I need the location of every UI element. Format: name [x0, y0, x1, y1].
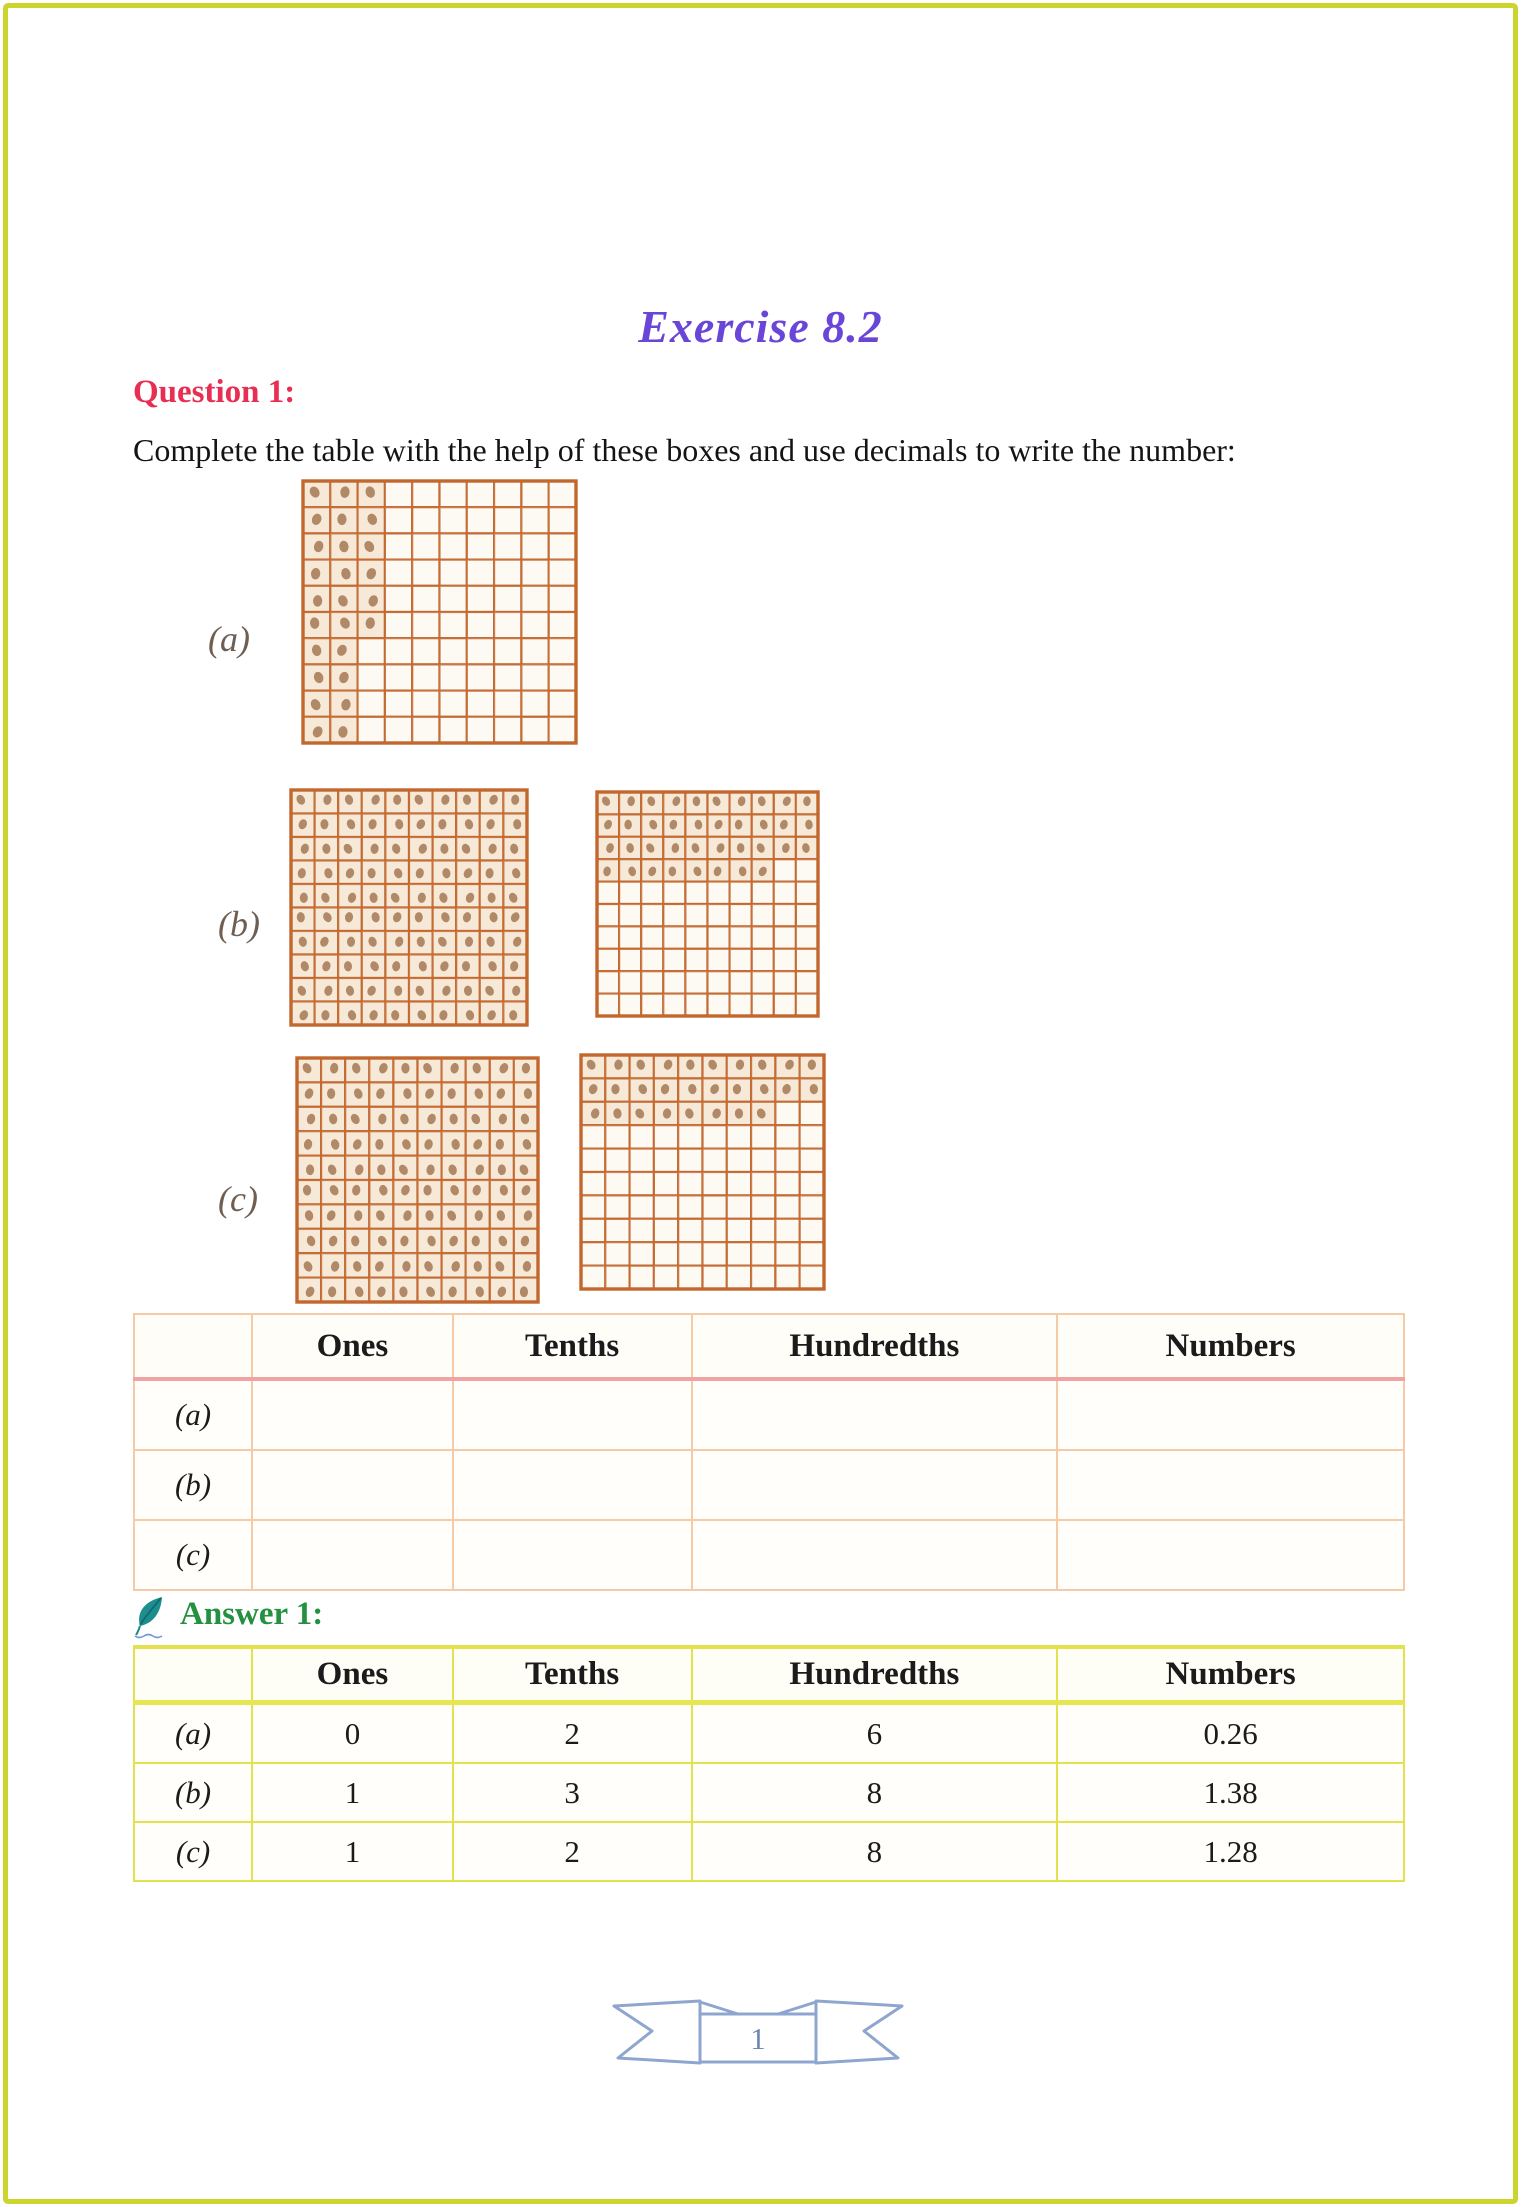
- col-header-ones: Ones: [252, 1647, 453, 1703]
- cell-a-hundredths: [692, 1379, 1058, 1450]
- answer-table: [133, 1645, 1405, 1882]
- answer-c-hundredths: 8: [692, 1822, 1058, 1881]
- table-row: [134, 1763, 1404, 1822]
- col-header-tenths: Tenths: [453, 1314, 692, 1379]
- question-table-header-row: [134, 1314, 1404, 1379]
- col-header-tenths: Tenths: [453, 1647, 692, 1703]
- row-label-b: (b): [134, 1763, 252, 1822]
- answer-a-hundredths: 6: [692, 1703, 1058, 1764]
- answer-c-ones: 1: [252, 1822, 453, 1881]
- cell-b-ones: [252, 1450, 453, 1520]
- hundred-grid-a: [300, 478, 579, 746]
- col-header-hundredths: Hundredths: [692, 1314, 1058, 1379]
- col-header-blank: [134, 1314, 252, 1379]
- col-header-numbers: Numbers: [1057, 1314, 1404, 1379]
- cell-c-ones: [252, 1520, 453, 1590]
- cell-b-tenths: [453, 1450, 692, 1520]
- col-header-hundredths: Hundredths: [692, 1647, 1058, 1703]
- table-row: [134, 1520, 1404, 1590]
- row-label-a: (a): [134, 1703, 252, 1764]
- answer-c-tenths: 2: [453, 1822, 692, 1881]
- page-number-ribbon: [600, 1993, 916, 2067]
- cell-c-numbers: [1057, 1520, 1404, 1590]
- cell-c-hundredths: [692, 1520, 1058, 1590]
- answer-b-numbers: 1.38: [1057, 1763, 1404, 1822]
- answer-b-tenths: 3: [453, 1763, 692, 1822]
- answer-a-numbers: 0.26: [1057, 1703, 1404, 1764]
- row-label-c: (c): [134, 1520, 252, 1590]
- figure-b-label: (b): [218, 904, 260, 944]
- answer-a-tenths: 2: [453, 1703, 692, 1764]
- hundred-grid-c-2: [578, 1052, 827, 1292]
- answer-b-hundredths: 8: [692, 1763, 1058, 1822]
- col-header-blank: [134, 1647, 252, 1703]
- table-row: [134, 1822, 1404, 1881]
- answer-label: Answer 1:: [180, 1596, 324, 1632]
- answer-a-ones: 0: [252, 1703, 453, 1764]
- cell-a-ones: [252, 1379, 453, 1450]
- question-text: Complete the table with the help of these boxes and use decimals to write the number:: [133, 432, 1236, 468]
- page-number: 1: [750, 2021, 766, 2056]
- table-row: [134, 1379, 1404, 1450]
- cell-b-numbers: [1057, 1450, 1404, 1520]
- hundred-grid-c-1: [294, 1055, 541, 1305]
- row-label-a: (a): [134, 1379, 252, 1450]
- col-header-ones: Ones: [252, 1314, 453, 1379]
- table-row: [134, 1450, 1404, 1520]
- table-row: [134, 1703, 1404, 1764]
- question-label: Question 1:: [133, 374, 296, 410]
- leaf-logo-icon: [130, 1595, 172, 1639]
- row-label-b: (b): [134, 1450, 252, 1520]
- cell-a-numbers: [1057, 1379, 1404, 1450]
- col-header-numbers: Numbers: [1057, 1647, 1404, 1703]
- row-label-c: (c): [134, 1822, 252, 1881]
- hundred-grid-b-2: [594, 789, 821, 1019]
- answer-b-ones: 1: [252, 1763, 453, 1822]
- cell-c-tenths: [453, 1520, 692, 1590]
- hundred-grid-b-1: [288, 787, 530, 1028]
- answer-table-header-row: [134, 1647, 1404, 1703]
- figure-a-label: (a): [208, 619, 250, 659]
- figure-c-label: (c): [218, 1179, 258, 1219]
- page-title: Exercise 8.2: [638, 301, 883, 352]
- cell-b-hundredths: [692, 1450, 1058, 1520]
- cell-a-tenths: [453, 1379, 692, 1450]
- answer-c-numbers: 1.28: [1057, 1822, 1404, 1881]
- question-table: [133, 1313, 1405, 1591]
